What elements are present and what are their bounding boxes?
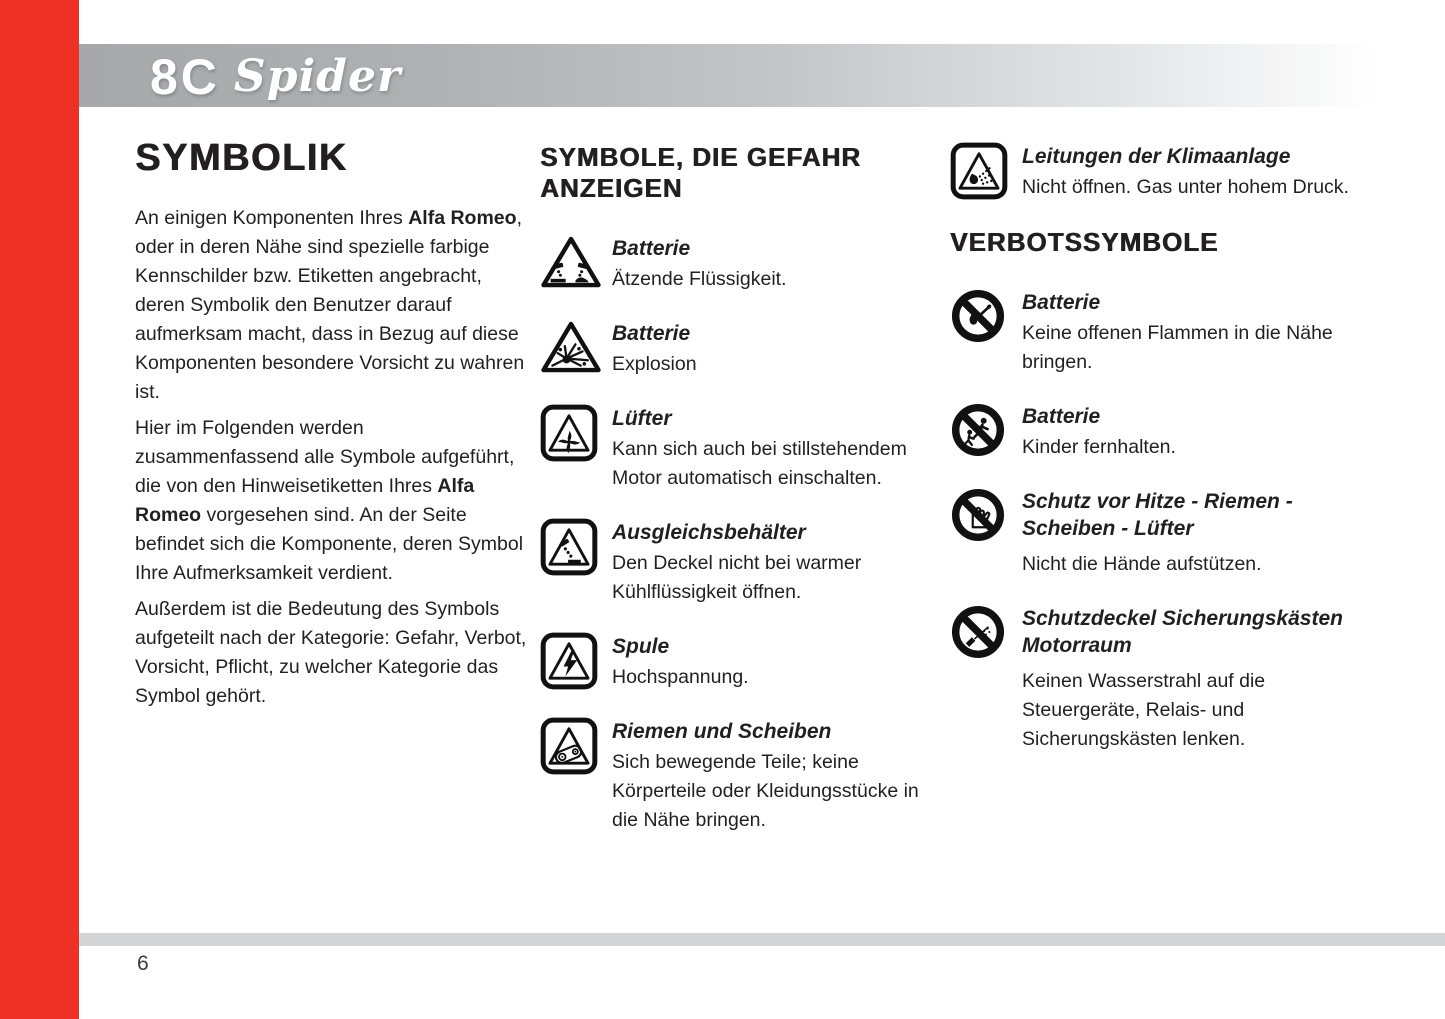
danger-item-text: [612, 717, 940, 835]
symbol-description: Nicht die Hände aufstützen.: [1022, 553, 1262, 575]
symbol-description: Explosion: [612, 353, 697, 375]
prohibition-item-text: [1022, 487, 1370, 579]
belt-pulley-warning-icon: [540, 717, 604, 775]
symbol-description: Keinen Wasserstrahl auf die Steuergeräte, Relais- und Sicherungskästen lenken.: [1022, 670, 1266, 750]
red-accent-stripe: [0, 0, 79, 1019]
brand-mention: Alfa Romeo: [408, 207, 517, 229]
prohibition-item-text: [1022, 402, 1370, 462]
danger-item-text: [612, 234, 940, 294]
paragraph-3: Außerdem ist die Bedeutung des Symbols aufgeteilt nach der Kategorie: Gefahr, Verbot, Vorsicht, Pflicht, zu welcher Kategorie das Symbol gehört.: [135, 598, 527, 707]
symbol-description: Hochspannung.: [612, 666, 749, 688]
symbol-description: Sich bewegende Teile; keine Körperteile oder Kleidungsstücke in die Nähe bringen.: [612, 751, 919, 831]
symbol-description: Kinder fernhalten.: [1022, 436, 1176, 458]
danger-item-expansion-tank: [540, 518, 940, 607]
danger-item-battery-explosion: [540, 319, 940, 379]
danger-item-text: [612, 404, 940, 493]
paragraph-1: [135, 204, 530, 407]
danger-item-text: [1022, 142, 1370, 202]
symbol-description: Nicht öffnen. Gas unter hohem Druck.: [1022, 176, 1349, 198]
keep-children-away-icon: [950, 402, 1014, 458]
hot-liquid-warning-icon: [540, 518, 604, 576]
danger-item-text: [612, 632, 940, 692]
page-title: SYMBOLIK: [135, 137, 348, 179]
high-voltage-warning-icon: [540, 632, 604, 690]
brand-logo: [150, 47, 401, 107]
prohibition-item-no-water-jet: [950, 604, 1370, 754]
symbol-title: Riemen und Scheiben: [612, 720, 832, 743]
brand-model-8c: 8C: [150, 49, 220, 105]
prohibition-item-text: [1022, 288, 1370, 377]
symbol-title: Schutzdeckel Sicherungskästen Motorraum: [1022, 607, 1343, 657]
danger-item-coil: [540, 632, 940, 692]
symbol-title: Batterie: [612, 237, 691, 260]
section-title-danger: SYMBOLE, DIE GEFAHR ANZEIGEN: [540, 142, 861, 203]
symbol-title: Lüfter: [612, 407, 672, 430]
danger-item-text: [612, 319, 940, 379]
text-run: , oder in deren Nähe sind spezielle farbige Kennschilder bzw. Etiketten angebracht, deren Symbolik den Benutzer darauf aufmerksam macht, dass in Bezug auf diese Komponenten besondere Vorsicht zu wahren ist.: [135, 207, 525, 403]
section-title-prohibition: VERBOTSSYMBOLE: [950, 227, 1219, 257]
danger-item-belts-pulleys: [540, 717, 940, 835]
column-danger-symbols: [540, 142, 940, 860]
footer-divider-bar: [79, 933, 1445, 946]
column-symbolik: [135, 138, 530, 718]
symbol-title: Ausgleichsbehälter: [612, 521, 806, 544]
page-number: 6: [137, 952, 149, 975]
danger-item-battery-corrosive: [540, 234, 940, 294]
column-prohibition: [950, 142, 1370, 779]
corrosive-warning-icon: [540, 234, 604, 290]
text-run: An einigen Komponenten Ihres: [135, 207, 409, 229]
prohibition-item-text: [1022, 604, 1370, 754]
text-run: Hier im Folgenden werden zusammenfassend alle Symbole aufgeführt, die von den Hinweisetiketten Ihres: [135, 417, 515, 497]
danger-item-text: [612, 518, 940, 607]
paragraph-2: [135, 414, 530, 588]
text-run: vorgesehen sind. An der Seite befindet sich die Komponente, deren Symbol Ihre Aufmerksamkeit verdient.: [135, 504, 524, 584]
prohibition-item-no-hands: [950, 487, 1370, 579]
fan-warning-icon: [540, 404, 604, 462]
brand-name-spider: Spider: [233, 51, 402, 102]
no-water-jet-icon: [950, 604, 1014, 660]
danger-item-climate-lines: [950, 142, 1370, 202]
no-open-flames-icon: [950, 288, 1014, 344]
symbol-title: Batterie: [1022, 405, 1101, 428]
symbol-description: Keine offenen Flammen in die Nähe bringen.: [1022, 322, 1333, 373]
symbol-description: Kann sich auch bei stillstehendem Motor automatisch einschalten.: [612, 438, 907, 489]
symbol-description: Den Deckel nicht bei warmer Kühlflüssigkeit öffnen.: [612, 552, 862, 603]
brand-mention: Alfa Romeo: [135, 475, 475, 526]
prohibition-item-keep-children-away: [950, 402, 1370, 462]
symbol-description: Ätzende Flüssigkeit.: [612, 268, 787, 290]
symbol-title: Batterie: [612, 322, 691, 345]
symbol-title: Spule: [612, 635, 670, 658]
prohibition-item-no-flames: [950, 288, 1370, 377]
explosion-warning-icon: [540, 319, 604, 375]
no-hands-icon: [950, 487, 1014, 543]
symbol-title: Leitungen der Klimaanlage: [1022, 145, 1291, 168]
danger-item-fan: [540, 404, 940, 493]
symbol-title: Batterie: [1022, 291, 1101, 314]
gas-pressure-warning-icon: [950, 142, 1014, 200]
symbol-title: Schutz vor Hitze - Riemen - Scheiben - Lüfter: [1022, 490, 1293, 540]
